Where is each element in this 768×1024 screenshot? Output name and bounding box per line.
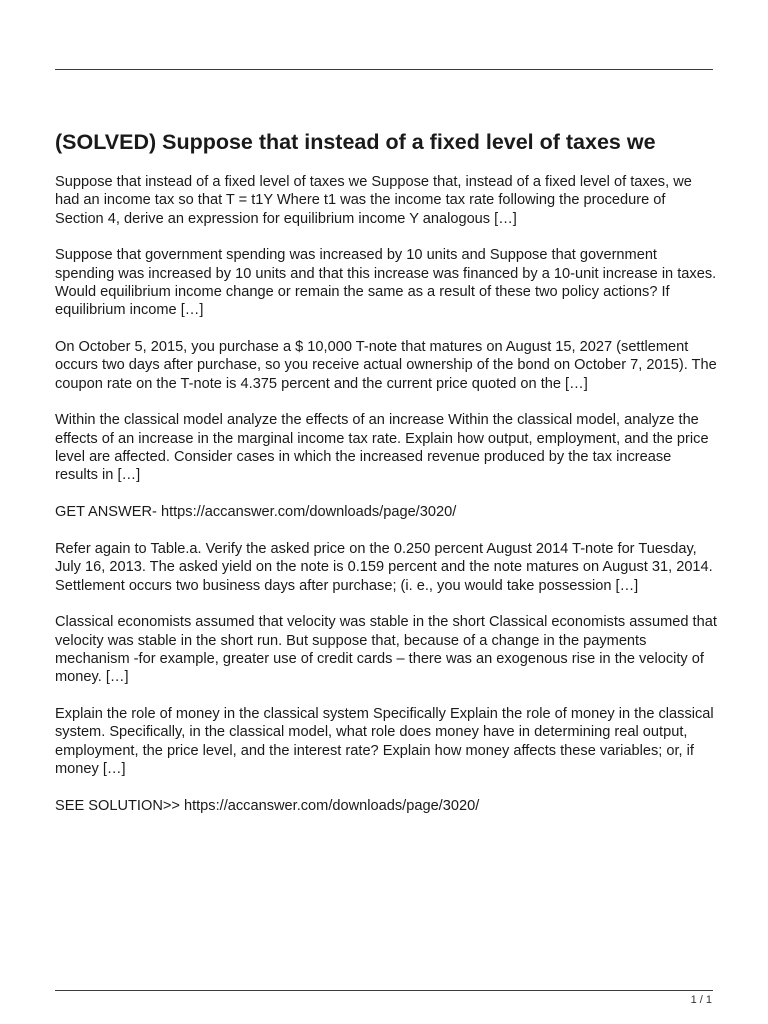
paragraph-government-spending: Suppose that government spending was increased by 10 units and Suppose that government spending was increased by 10 units and that this increase was financed by a 10-unit increase in taxes. Would equilibrium income change or remain the same as a result of these two policy actions? If equilibrium income […] xyxy=(55,247,717,319)
paragraph-t-note-purchase: On October 5, 2015, you purchase a $ 10,000 T-note that matures on August 15, 2027 (settlement occurs two days after purchase, so you receive actual ownership of the bond on October 7, 2015). The coupon rate on the T-note is 4.375 percent and the current price quoted on the […] xyxy=(55,339,717,392)
bottom-divider xyxy=(55,990,713,991)
paragraph-velocity: Classical economists assumed that velocity was stable in the short Classical economists assumed that velocity was stable in the short run. But suppose that, because of a change in the payments mechanism -for example, greater use of credit cards – there was an exogenous rise in the velocity of money. […] xyxy=(55,614,717,686)
paragraph-role-of-money: Explain the role of money in the classical system Specifically Explain the role of money in the classical system. Specifically, in the classical model, what role does money have in determining real output, employment, the price level, and the interest rate? Explain how money affects these variables; or, if money […] xyxy=(55,706,714,777)
paragraph-taxes: Suppose that instead of a fixed level of taxes we Suppose that, instead of a fixed level of taxes, we had an income tax so that T = t1Y Where t1 was the income tax rate following the procedure of Section 4, derive an expression for equilibrium income Y analogous […] xyxy=(55,174,692,227)
page-number: 1 / 1 xyxy=(690,994,712,1006)
paragraph-classical-model: Within the classical model analyze the effects of an increase Within the classical model, analyze the effects of an increase in the marginal income tax rate. Explain how output, employment, and the price level are affected. Consider cases in which the increased revenue produced by the tax increase results in […] xyxy=(55,412,709,484)
top-divider xyxy=(55,69,713,70)
document-body xyxy=(55,173,717,834)
paragraph-asked-price: Refer again to Table.a. Verify the asked price on the 0.250 percent August 2014 T-note for Tuesday, July 16, 2013. The asked yield on the note is 0.159 percent and the note matures on August 31, 2014. Settlement occurs two business days after purchase; (i. e., you would take possession […] xyxy=(55,540,713,594)
see-solution-link-text: SEE SOLUTION>> https://accanswer.com/downloads/page/3020/ xyxy=(55,797,480,814)
get-answer-link-text: GET ANSWER- https://accanswer.com/downloads/page/3020/ xyxy=(55,504,457,521)
page-title: (SOLVED) Suppose that instead of a fixed level of taxes we xyxy=(55,130,656,154)
